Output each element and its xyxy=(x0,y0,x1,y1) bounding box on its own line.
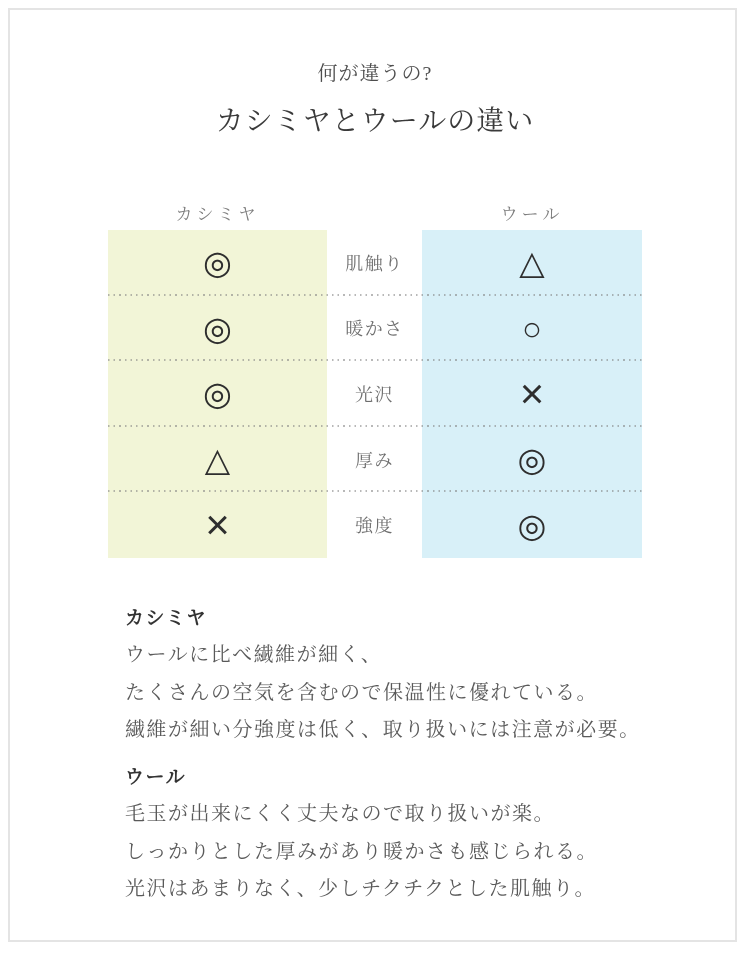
section-heading: ウール xyxy=(125,767,187,788)
wool-rating-symbol: × xyxy=(422,361,642,427)
page-title: カシミヤとウールの違い xyxy=(215,106,535,137)
section-body xyxy=(125,637,690,750)
body-line: 繊維が細い分強度は低く、取り扱いには注意が必要。 xyxy=(125,719,641,741)
body-line: 光沢はあまりなく、少しチクチクとした肌触り。 xyxy=(125,878,596,900)
cashmere-rating-symbol: ◎ xyxy=(108,230,327,296)
table-rows xyxy=(108,230,642,558)
cashmere-rating-symbol: △ xyxy=(108,427,327,493)
table-row xyxy=(108,427,642,493)
table-row xyxy=(108,361,642,427)
table-row xyxy=(108,492,642,558)
row-label: 暖かさ xyxy=(345,319,404,340)
cashmere-rating-symbol: × xyxy=(108,492,327,558)
row-label: 光沢 xyxy=(355,384,394,405)
section-body xyxy=(125,796,690,909)
wool-rating-symbol: ◎ xyxy=(422,492,642,558)
comparison-table xyxy=(108,195,642,558)
wool-rating-symbol: ○ xyxy=(422,296,642,362)
wool-rating-symbol: ◎ xyxy=(422,427,642,493)
table-row xyxy=(108,230,642,296)
cashmere-rating-symbol: ◎ xyxy=(108,361,327,427)
wool-rating-symbol: △ xyxy=(422,230,642,296)
section-heading: カシミヤ xyxy=(125,608,208,629)
body-line: ウールに比べ繊維が細く、 xyxy=(125,644,383,666)
cashmere-rating-symbol: ◎ xyxy=(108,296,327,362)
body-line: 毛玉が出来にくく丈夫なので取り扱いが楽。 xyxy=(125,803,555,825)
description-section-cashmere xyxy=(125,605,690,750)
body-line: たくさんの空気を含むので保温性に優れている。 xyxy=(125,681,598,704)
column-header-spacer xyxy=(327,195,422,230)
column-header-wool: ウール xyxy=(500,205,564,224)
column-headers xyxy=(108,195,642,230)
row-label: 肌触り xyxy=(345,253,404,274)
row-label: 強度 xyxy=(355,516,394,537)
description-section-wool xyxy=(125,764,690,909)
body-line: しっかりとした厚みがあり暖かさも感じられる。 xyxy=(125,840,598,863)
column-header-cashmere: カシミヤ xyxy=(175,205,260,224)
row-label: 厚み xyxy=(355,450,394,471)
table-row xyxy=(108,296,642,362)
page-subtitle: 何が違うの? xyxy=(317,63,433,85)
